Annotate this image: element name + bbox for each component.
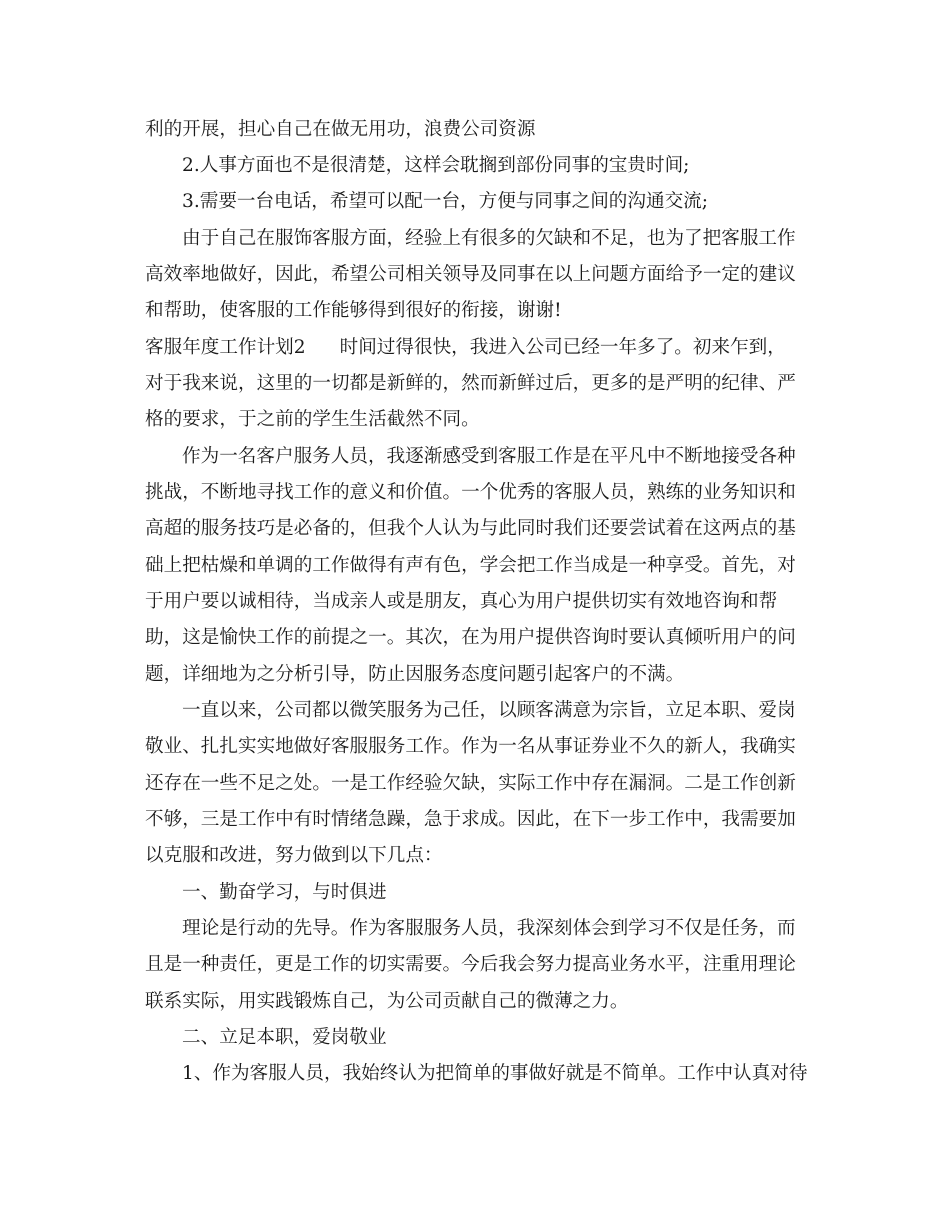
paragraph-line: 础上把枯燥和单调的工作做得有声有色，学会把工作当成是一种享受。首先，对 bbox=[145, 555, 796, 576]
paragraph-line: 高效率地做好，因此，希望公司相关领导及同事在以上问题方面给予一定的建议 bbox=[145, 264, 796, 285]
paragraph-line: 联系实际，用实践锻炼自己，为公司贡献自己的微薄之力。 bbox=[145, 991, 629, 1012]
paragraph-line: 不够，三是工作中有时情绪急躁，急于求成。因此，在下一步工作中，我需要加 bbox=[145, 809, 796, 830]
subheading: 一、勤奋学习，与时俱进 bbox=[182, 882, 387, 903]
paragraph-text: 时间过得很快，我进入公司已经一年多了。初来乍到， bbox=[339, 337, 786, 358]
paragraph-line: 利的开展，担心自己在做无用功，浪费公司资源 bbox=[145, 119, 536, 140]
paragraph-line: 敬业、扎扎实实地做好客服服务工作。作为一名从事证券业不久的新人，我确实 bbox=[145, 736, 796, 757]
paragraph-line: 格的要求，于之前的学生生活截然不同。 bbox=[145, 409, 480, 430]
paragraph-line: 1、作为客服人员，我始终认为把简单的事做好就是不简单。工作中认真对待 bbox=[182, 1063, 808, 1084]
list-item: 2.人事方面也不是很清楚，这样会耽搁到部份同事的宝贵时间; bbox=[182, 155, 690, 176]
paragraph-line: 由于自己在服饰客服方面，经验上有很多的欠缺和不足，也为了把客服工作 bbox=[182, 228, 796, 249]
paragraph-line: 且是一种责任，更是工作的切实需要。今后我会努力提高业务水平，注重用理论 bbox=[145, 954, 796, 975]
paragraph-line: 还存在一些不足之处。一是工作经验欠缺，实际工作中存在漏洞。二是工作创新 bbox=[145, 773, 796, 794]
paragraph-line: 题，详细地为之分析引导，防止因服务态度问题引起客户的不满。 bbox=[145, 664, 685, 685]
paragraph-line: 以克服和改进，努力做到以下几点： bbox=[145, 845, 443, 866]
subheading: 二、立足本职，爱岗敬业 bbox=[182, 1027, 387, 1048]
list-item: 3.需要一台电话，希望可以配一台，方便与同事之间的沟通交流; bbox=[182, 191, 709, 212]
paragraph-line: 助，这是愉快工作的前提之一。其次，在为用户提供咨询时要认真倾听用户的问 bbox=[145, 627, 796, 648]
paragraph-line: 高超的服务技巧是必备的，但我个人认为与此同时我们还要尝试着在这两点的基 bbox=[145, 518, 796, 539]
paragraph-line: 于用户要以诚相待，当成亲人或是朋友，真心为用户提供切实有效地咨询和帮 bbox=[145, 591, 778, 612]
section-heading-line bbox=[145, 335, 786, 361]
paragraph-line: 挑战，不断地寻找工作的意义和价值。一个优秀的客服人员，熟练的业务知识和 bbox=[145, 482, 796, 503]
section-title: 客服年度工作计划2 bbox=[145, 337, 306, 358]
paragraph-line: 理论是行动的先导。作为客服服务人员，我深刻体会到学习不仅是任务，而 bbox=[182, 918, 796, 939]
paragraph-line: 一直以来，公司都以微笑服务为己任，以顾客满意为宗旨，立足本职、爱岗 bbox=[182, 700, 796, 721]
paragraph-line: 作为一名客户服务人员，我逐渐感受到客服工作是在平凡中不断地接受各种 bbox=[182, 446, 796, 467]
paragraph-line: 对于我来说，这里的一切都是新鲜的，然而新鲜过后，更多的是严明的纪律、严 bbox=[145, 373, 796, 394]
paragraph-line: 和帮助，使客服的工作能够得到很好的衔接，谢谢! bbox=[145, 300, 562, 321]
